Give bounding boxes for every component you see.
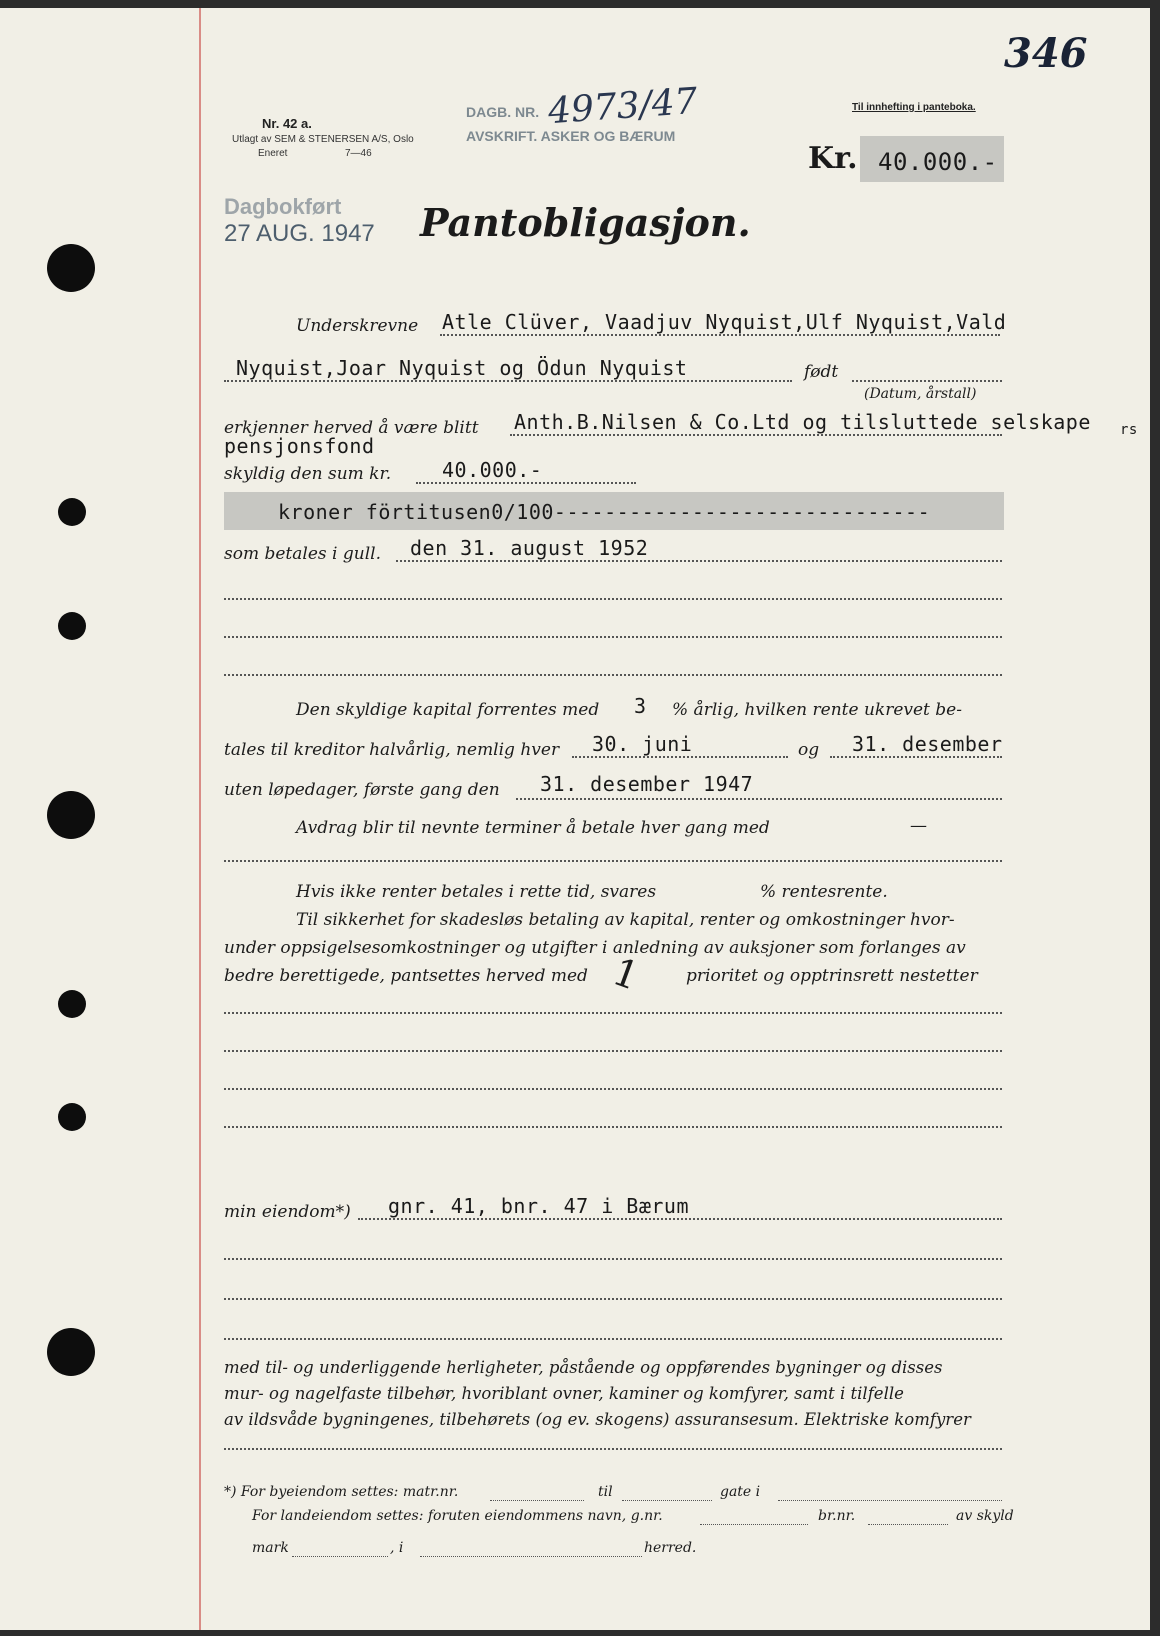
debtors-label: Underskrevne xyxy=(296,316,419,336)
dotted-line xyxy=(830,756,1002,758)
appurtenances-line3: av ildsvåde bygningenes, tilbehørets (og ev. skogens) assuransesum. Elektriske komfyrer xyxy=(224,1410,971,1429)
punch-hole xyxy=(47,1328,95,1376)
punch-hole xyxy=(47,244,95,292)
interest-first-date: 31. desember 1947 xyxy=(540,772,754,796)
avskrift-stamp: AVSKRIFT. ASKER OG BÆRUM xyxy=(466,128,676,144)
sum-label: skyldig den sum kr. xyxy=(224,464,392,484)
footnote-line1-c: gate i xyxy=(720,1484,761,1500)
punch-hole xyxy=(58,612,86,640)
page-number: 346 xyxy=(1004,30,1088,77)
payment-date: den 31. august 1952 xyxy=(410,536,649,560)
security-line3-a: bedre berettigede, pantsettes herved med xyxy=(224,966,588,986)
late-interest-label-b: % rentesrente. xyxy=(760,882,888,902)
sum-words: kroner förtitusen0/100------------------------------ xyxy=(278,500,931,524)
dagbok-stamp-label: DAGB. NR. xyxy=(466,104,540,120)
interest-line2-b: og xyxy=(798,740,820,760)
dotted-line xyxy=(778,1500,1002,1501)
payment-label: som betales i gull. xyxy=(224,544,381,564)
dotted-line xyxy=(440,334,1000,336)
debtors-line2: Nyquist,Joar Nyquist og Ödun Nyquist xyxy=(236,356,688,380)
dotted-line xyxy=(224,1338,1002,1340)
form-number: Nr. 42 a. xyxy=(262,116,312,131)
dotted-line xyxy=(700,1524,808,1525)
dotted-line xyxy=(292,1556,388,1557)
security-line2: under oppsigelsesomkostninger og utgifter i anledning av auksjoner som forlanges av xyxy=(224,938,966,958)
page-title: Pantobligasjon. xyxy=(420,200,751,245)
creditor-overflow: rs xyxy=(1120,422,1138,438)
footnote-line3-c: herred. xyxy=(644,1540,697,1556)
dotted-line xyxy=(224,860,1002,862)
dotted-line xyxy=(224,1298,1002,1300)
installments-value: — xyxy=(910,816,927,836)
dotted-line xyxy=(224,1126,1002,1128)
late-interest-label-a: Hvis ikke renter betales i rette tid, svares xyxy=(296,882,657,902)
appurtenances-line1: med til- og underliggende herligheter, påstående og oppførendes bygninger og disses xyxy=(224,1358,943,1377)
creditor-line1: Anth.B.Nilsen & Co.Ltd og tilsluttede selskape xyxy=(514,410,1091,434)
document-page xyxy=(0,8,1150,1630)
dotted-line xyxy=(490,1500,584,1501)
dotted-line xyxy=(224,1088,1002,1090)
security-line1: Til sikkerhet for skadesløs betaling av kapital, renter og omkostninger hvor- xyxy=(296,910,955,930)
creditor-line2: pensjonsfond xyxy=(224,434,375,458)
binding-note: Til innhefting i panteboka. xyxy=(852,102,976,113)
kr-amount: 40.000.- xyxy=(878,148,998,176)
born-label: født xyxy=(804,362,839,382)
interest-line2-a: tales til kreditor halvårlig, nemlig hver xyxy=(224,740,560,760)
dotted-line xyxy=(224,1050,1002,1052)
footnote-line3-b: , i xyxy=(390,1540,404,1556)
interest-line1-b: % årlig, hvilken rente ukrevet be- xyxy=(672,700,962,720)
born-hint: (Datum, årstall) xyxy=(864,386,977,402)
dotted-line xyxy=(224,380,792,382)
priority-number: 1 xyxy=(607,949,645,999)
publisher-date: 7—46 xyxy=(345,148,372,159)
footnote-line2-b: br.nr. xyxy=(818,1508,856,1524)
interest-date1: 30. juni xyxy=(592,732,693,756)
kr-label: Kr. xyxy=(808,141,858,176)
property-label: min eiendom*) xyxy=(224,1202,351,1222)
dotted-line xyxy=(622,1500,712,1501)
interest-rate: 3 xyxy=(634,694,647,718)
footnote-line2-c: av skyld xyxy=(956,1508,1014,1524)
interest-date2: 31. desember xyxy=(852,732,1003,756)
debtors-line1: Atle Clüver, Vaadjuv Nyquist,Ulf Nyquist,Vald xyxy=(442,310,1007,334)
punch-hole xyxy=(58,498,86,526)
dagbok-number: 4973/47 xyxy=(546,80,699,133)
appurtenances-line2: mur- og nagelfaste tilbehør, hvoriblant ovner, kaminer og komfyrer, samt i tilfelle xyxy=(224,1384,904,1403)
publisher-eneret: Eneret xyxy=(258,148,288,159)
dotted-line xyxy=(416,482,636,484)
dotted-line xyxy=(224,1012,1002,1014)
dotted-line xyxy=(420,1556,642,1557)
dagbokfort-stamp: Dagbokført xyxy=(224,194,342,219)
footnote-line2-a: For landeiendom settes: foruten eiendommens navn, g.nr. xyxy=(252,1508,663,1524)
security-line3-b: prioritet og opptrinsrett nestetter xyxy=(686,966,978,986)
dotted-line xyxy=(224,1258,1002,1260)
dotted-line xyxy=(224,674,1002,676)
footnote-line3-a: mark xyxy=(252,1540,289,1556)
creditor-label: erkjenner herved å være blitt xyxy=(224,418,479,438)
dotted-line xyxy=(852,380,1002,382)
dagbokfort-date: 27 AUG. 1947 xyxy=(224,220,375,247)
dotted-line xyxy=(224,598,1002,600)
dotted-line xyxy=(224,1448,1002,1450)
interest-line3-a: uten løpedager, første gang den xyxy=(224,780,500,800)
footnote-line1-a: *) For byeiendom settes: matr.nr. xyxy=(224,1484,459,1500)
property-value: gnr. 41, bnr. 47 i Bærum xyxy=(388,1194,689,1218)
dotted-line xyxy=(572,756,788,758)
interest-line1-a: Den skyldige kapital forrentes med xyxy=(296,700,600,720)
margin-line xyxy=(199,8,201,1630)
punch-hole xyxy=(58,990,86,1018)
dotted-line xyxy=(224,636,1002,638)
footnote-line1-b: til xyxy=(598,1484,613,1500)
dotted-line xyxy=(510,434,1002,436)
dotted-line xyxy=(516,798,1002,800)
installments-label: Avdrag blir til nevnte terminer å betale hver gang med xyxy=(296,818,770,838)
publisher-line: Utlagt av SEM & STENERSEN A/S, Oslo xyxy=(232,134,414,145)
dotted-line xyxy=(868,1524,948,1525)
punch-hole xyxy=(47,791,95,839)
dotted-line xyxy=(396,560,1002,562)
sum-amount: 40.000.- xyxy=(442,458,543,482)
punch-hole xyxy=(58,1103,86,1131)
dotted-line xyxy=(358,1218,1002,1220)
